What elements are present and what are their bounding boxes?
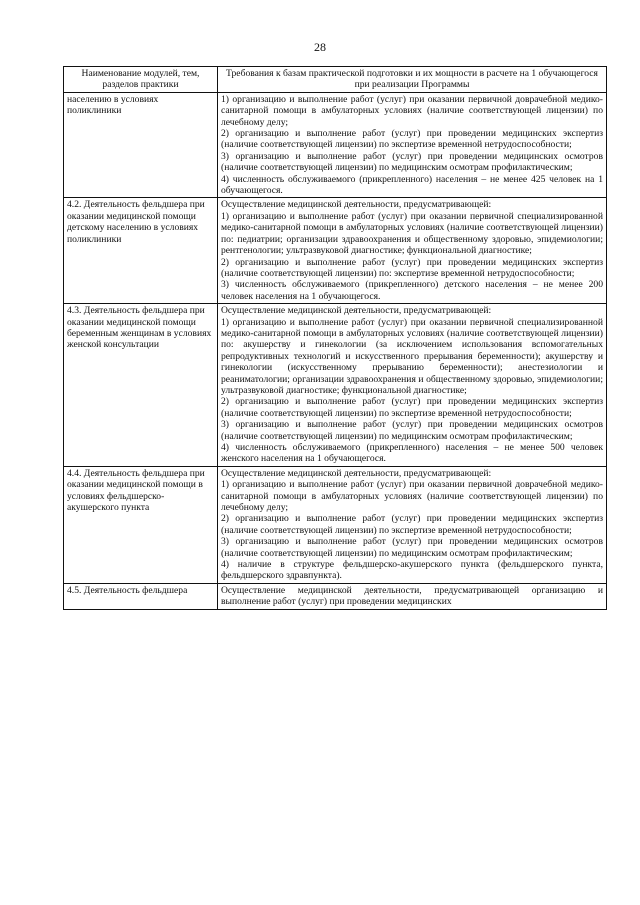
requirement-item: 3) организацию и выполнение работ (услуг) при проведении медицинских осмотров (наличие соответствующей лицензии) по медицинским осмотрам профилактическим; [221,536,603,559]
requirement-item: 4) наличие в структуре фельдшерско-акушерского пункта (фельдшерского пункта, фельдшерского здравпункта). [221,559,603,582]
module-cell: 4.2. Деятельность фельдшера при оказании медицинской помощи детскому населению в условиях поликлиники [64,198,218,304]
page-number: 28 [314,40,326,54]
requirements-cell [218,304,607,467]
module-cell: 4.4. Деятельность фельдшера при оказании медицинской помощи в условиях фельдшерско-акушерского пункта [64,466,218,583]
table-row [64,304,607,467]
module-cell: 4.3. Деятельность фельдшера при оказании медицинской помощи беременным женщинам в условиях женской консультации [64,304,218,467]
requirements-cell [218,583,607,609]
requirement-item: Осуществление медицинской деятельности, предусматривающей: [221,305,492,317]
requirement-item: 2) организацию и выполнение работ (услуг) при проведении медицинских экспертиз (наличие соответствующей лицензии) по экспертизе временной нетрудоспособности; [221,396,603,419]
requirement-item: 3) организацию и выполнение работ (услуг) при проведении медицинских осмотров (наличие соответствующей лицензии) по медицинским осмотрам профилактическим; [221,419,603,442]
module-cell: 4.5. Деятельность фельдшера [64,583,218,609]
requirement-item: 2) организацию и выполнение работ (услуг) при проведении медицинских экспертиз (наличие соответствующей лицензии) по экспертизе временной нетрудоспособности; [221,513,603,536]
table-row [64,583,607,609]
requirement-item: 1) организацию и выполнение работ (услуг) при оказании первичной доврачебной медико-санитарной помощи в амбулаторных условиях (наличие соответствующей лицензии) по лечебному делу; [221,479,603,514]
requirements-cell [218,466,607,583]
requirements-cell [218,92,607,198]
requirement-item: 3) организацию и выполнение работ (услуг) при проведении медицинских осмотров (наличие соответствующей лицензии) по медицинским осмотрам профилактическим; [221,150,603,174]
requirement-item: 1) организацию и выполнение работ (услуг) при оказании первичной доврачебной медико-санитарной помощи в амбулаторных условиях (наличие соответствующей лицензии) по лечебному делу; [221,93,603,128]
header-requirements: Требования к базам практической подготовки и их мощности в расчете на 1 обучающегося при реализации Программы [218,67,607,93]
requirements-cell [218,198,607,304]
requirement-item: Осуществление медицинской деятельности, предусматривающей: [221,467,492,479]
header-modules: Наименование модулей, тем, разделов практики [64,67,218,93]
table-row [64,198,607,304]
requirement-item: Осуществление медицинской деятельности, предусматривающей: [221,199,492,211]
requirements-table [63,66,607,610]
requirement-item: 2) организацию и выполнение работ (услуг) при проведении медицинских экспертиз (наличие соответствующей лицензии) по экспертизе временной нетрудоспособности; [221,128,603,151]
requirement-item: 4) численность обслуживаемого (прикрепленного) населения – не менее 500 человек женского населения на 1 обучающегося. [221,442,603,465]
table-row [64,92,607,198]
table-row [64,466,607,583]
requirement-item: 4) численность обслуживаемого (прикрепленного) населения – не менее 425 человек на 1 обучающегося. [221,173,603,197]
module-cell: населению в условиях поликлиники [64,92,218,198]
requirement-item: 1) организацию и выполнение работ (услуг) при оказании первичной специализированной медико-санитарной помощи в амбулаторных условиях (наличие соответствующей лицензии) по: педиатрии; организации здравоохранения и общественному здоровью, эпидемиологии; рентгенологии; ультразвуковой диагностике; функциональной диагностике; [221,210,603,257]
table-header-row [64,67,607,93]
requirement-item: 2) организацию и выполнение работ (услуг) при проведении медицинских экспертиз (наличие соответствующей лицензии) по: экспертизе временной нетрудоспособности; [221,256,603,279]
requirement-item: 3) численность обслуживаемого (прикрепленного) детского населения – не менее 200 человек населения на 1 обучающегося. [221,279,603,302]
requirement-item: 1) организацию и выполнение работ (услуг) при оказании первичной специализированной медико-санитарной помощи в амбулаторных условиях (наличие соответствующей лицензии) по: акушерству и гинекологии (за исключением использования вспомогательных репродуктивных технологий и искусственного прерывания беременности); акушерству и гинекологии (искусственному прерыванию беременности); анестезиологии и реаниматологии; организации здравоохранения и общественному здоровью, эпидемиологии; ультразвуковой диагностике; функциональной диагностике; [221,316,603,396]
requirement-item: Осуществление медицинской деятельности, предусматривающей организацию и выполнение работ (услуг) при проведении медицинских [221,584,603,608]
